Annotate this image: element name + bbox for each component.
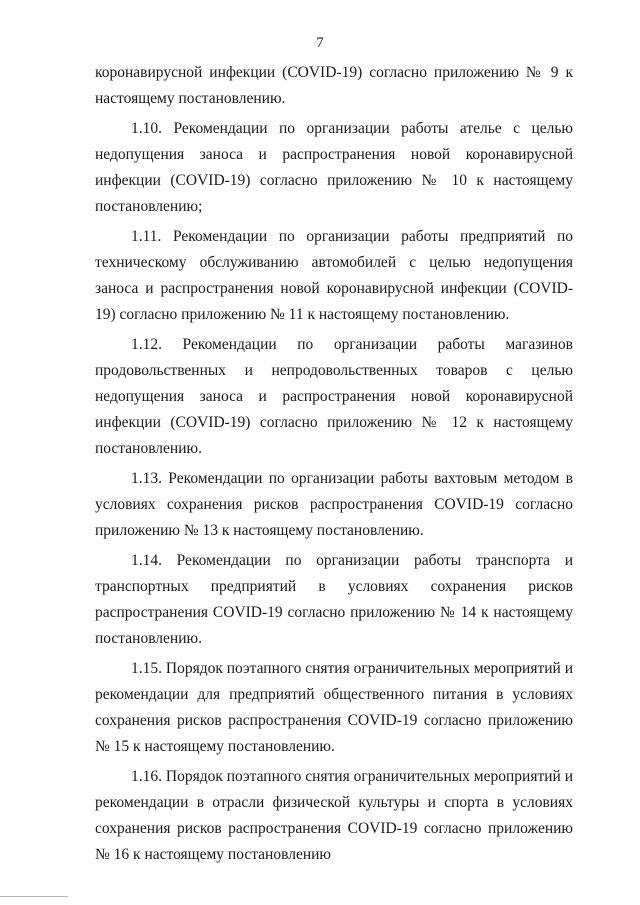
paragraph-1-13: 1.13. Рекомендации по организации работы вахтовым методом в условиях сохранения рисков распространения COVID-19 согласно приложению № 13 к настоящему постановлению. [95, 470, 573, 539]
footer-divider [0, 896, 68, 897]
paragraph-1-16: 1.16. Порядок поэтапного снятия ограничительных мероприятий и рекомендации в отрасли физической культуры и спорта в условиях сохранения рисков распространения COVID-19 согласно приложению № 16 к настоящему постановлению [95, 768, 573, 863]
paragraph-1-11: 1.11. Рекомендации по организации работы предприятий по техническому обслуживанию автомобилей с целью недопущения заноса и распространения новой коронавирусной инфекции (COVID-19) согласно приложению № 11 к настоящему постановлению. [95, 228, 573, 323]
document-body [95, 60, 573, 872]
paragraph-1-14: 1.14. Рекомендации по организации работы транспорта и транспортных предприятий в условиях сохранения рисков распространения COVID-19 согласно приложению № 14 к настоящему постановлению. [95, 552, 573, 647]
paragraph-1-15: 1.15. Порядок поэтапного снятия ограничительных мероприятий и рекомендации для предприятий общественного питания в условиях сохранения рисков распространения COVID-19 согласно приложению № 15 к настоящему постановлению. [95, 660, 573, 755]
page-number: 7 [316, 35, 324, 51]
paragraph-continuation: коронавирусной инфекции (COVID-19) согласно приложению № 9 к настоящему постановлению. [95, 64, 573, 107]
paragraph-1-12: 1.12. Рекомендации по организации работы магазинов продовольственных и непродовольственных товаров с целью недопущения заноса и распространения новой коронавирусной инфекции (COVID-19) согласно приложению № 12 к настоящему постановлению. [95, 336, 573, 457]
paragraph-1-10: 1.10. Рекомендации по организации работы ателье с целью недопущения заноса и распространения новой коронавирусной инфекции (COVID-19) согласно приложению № 10 к настоящему постановлению; [95, 120, 573, 215]
